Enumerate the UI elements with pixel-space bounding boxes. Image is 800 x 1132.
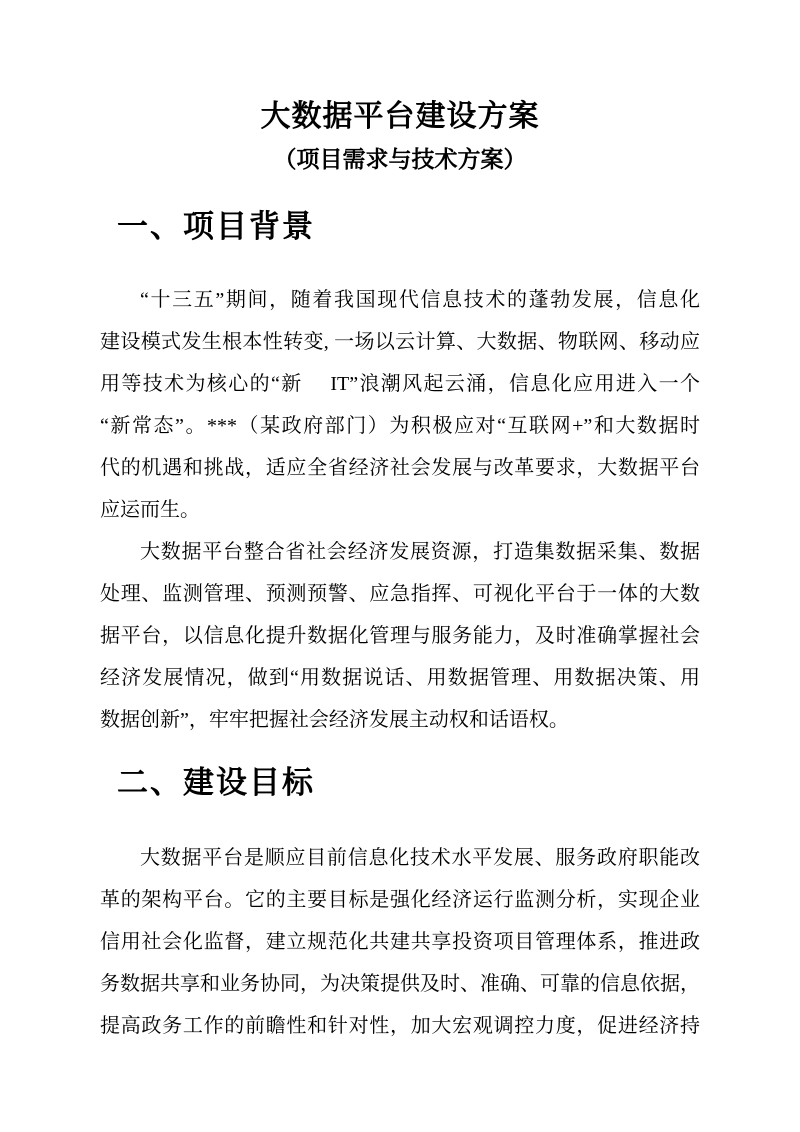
paragraph-line: “新常态”。***（某政府部门）为积极应对“互联网+”和大数据时	[100, 415, 700, 437]
paragraph-line: 应运而生。	[100, 499, 200, 521]
paragraph-line: 大数据平台整合省社会经济发展资源，打造集数据采集、数据	[140, 541, 700, 563]
paragraph-line: 务数据共享和业务协同，为决策提供及时、准确、可靠的信息依据，	[100, 973, 700, 995]
document-subtitle: （项目需求与技术方案）	[273, 146, 527, 172]
paragraph-line: 建设模式发生根本性转变, 一场以云计算、大数据、物联网、移动应	[100, 331, 700, 353]
paragraph-line: 代的机遇和挑战，适应全省经济社会发展与改革要求，大数据平台	[100, 457, 700, 479]
document-title: 大数据平台建设方案	[260, 100, 540, 133]
paragraph-project-background-2	[100, 531, 700, 741]
paragraph-line: 大数据平台是顺应目前信息化技术水平发展、服务政府职能改	[140, 847, 700, 869]
paragraph-line: 处理、监测管理、预测预警、应急指挥、可视化平台于一体的大数	[100, 583, 700, 605]
paragraph-line: 经济发展情况，做到“用数据说话、用数据管理、用数据决策、用	[100, 667, 700, 689]
paragraph-line: 数据创新”，牢牢把握社会经济发展主动权和话语权。	[100, 709, 569, 731]
paragraph-line: 用等技术为核心的“新 IT”浪潮风起云涌，信息化应用进入一个	[100, 373, 700, 395]
section-heading-project-background: 一、项目背景	[117, 209, 315, 244]
paragraph-line: 据平台，以信息化提升数据化管理与服务能力，及时准确掌握社会	[100, 625, 700, 647]
paragraph-line: 信用社会化监督，建立规范化共建共享投资项目管理体系，推进政	[100, 931, 700, 953]
paragraph-line: “十三五”期间，随着我国现代信息技术的蓬勃发展，信息化	[140, 289, 700, 311]
paragraph-project-background-1	[100, 279, 700, 531]
paragraph-construction-goals-1	[100, 837, 700, 1047]
section-heading-construction-goals: 二、建设目标	[117, 765, 315, 800]
paragraph-line: 提高政务工作的前瞻性和针对性，加大宏观调控力度，促进经济持	[100, 1015, 700, 1037]
paragraph-line: 革的架构平台。它的主要目标是强化经济运行监测分析，实现企业	[100, 889, 700, 911]
